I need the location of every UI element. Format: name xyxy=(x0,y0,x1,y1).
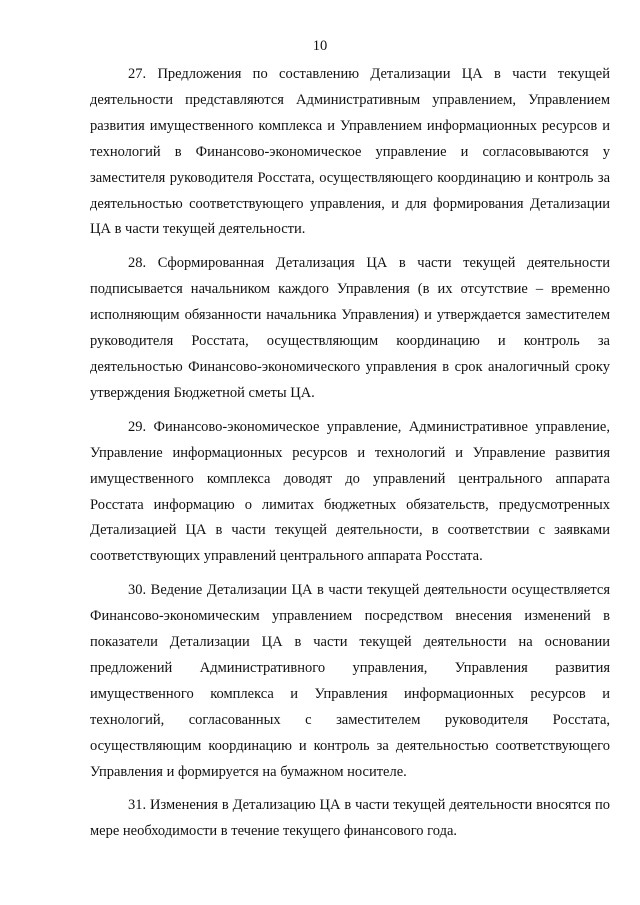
paragraph-30: 30. Ведение Детализации ЦА в части текущей деятельности осуществляется Финансово-экономическим управлением посредством внесения изменений в показатели Детализации ЦА в части текущей деятельности на основании предложений Административного управления, Управления развития имущественного комплекса и Управления информационных ресурсов и технологий, согласованных с заместителем руководителя Росстата, осуществляющим координацию и контроль за деятельностью соответствующего Управления и формируется на бумажном носителе. xyxy=(90,582,610,780)
paragraph-28: 28. Сформированная Детализация ЦА в части текущей деятельности подписывается начальником каждого Управления (в их отсутствие – временно исполняющим обязанности начальника Управления) и утверждается заместителем руководителя Росстата, осуществляющим координацию и контроль за деятельностью Финансово-экономического управления в срок аналогичный сроку утверждения Бюджетной сметы ЦА. xyxy=(90,255,610,401)
paragraph-27: 27. Предложения по составлению Детализации ЦА в части текущей деятельности представляются Административным управлением, Управлением развития имущественного комплекса и Управлением информационных ресурсов и технологий в Финансово-экономическое управление и согласовываются у заместителя руководителя Росстата, осуществляющего координацию и контроль за деятельностью соответствующего управления, и для формирования Детализации ЦА в части текущей деятельности. xyxy=(90,66,610,238)
page-number: 10 xyxy=(312,38,328,54)
document-body xyxy=(90,62,610,853)
paragraph-29: 29. Финансово-экономическое управление, Административное управление, Управление информационных ресурсов и технологий и Управление развития имущественного комплекса доводят до управлений центрального аппарата Росстата информацию о лимитах бюджетных обязательств, предусмотренных Детализацией ЦА в части текущей деятельности, в соответствии с заявками соответствующих управлений центрального аппарата Росстата. xyxy=(90,418,610,565)
paragraph-31: 31. Изменения в Детализацию ЦА в части текущей деятельности вносятся по мере необходимости в течение текущего финансового года. xyxy=(90,797,610,840)
